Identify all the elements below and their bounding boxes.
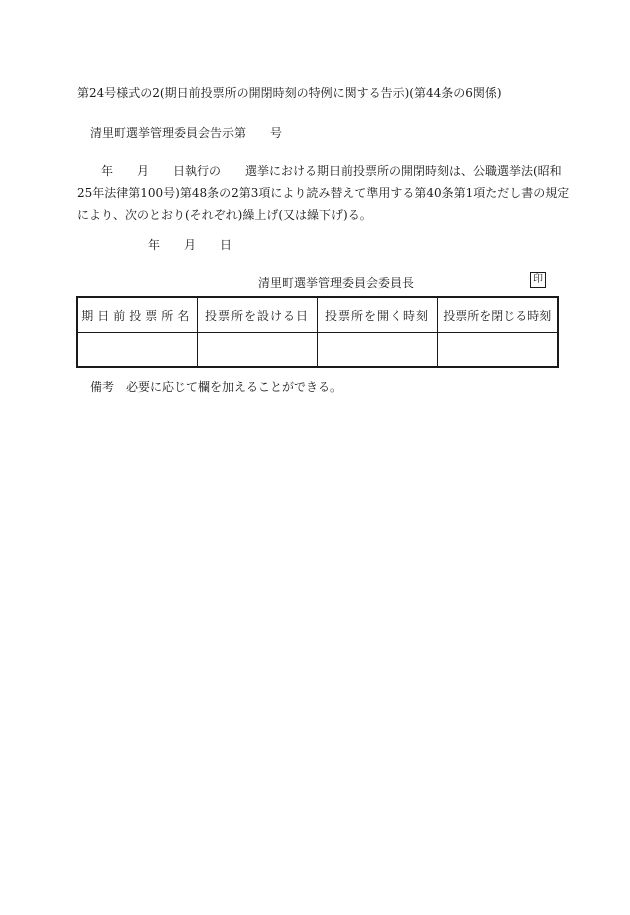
header-location-name: 期日前投票所名 bbox=[77, 297, 197, 333]
table-cell bbox=[437, 333, 558, 368]
notice-number: 清里町選挙管理委員会告示第 号 bbox=[90, 126, 283, 140]
notice-body-line: 年 月 日執行の 選挙における期日前投票所の開閉時刻は、公職選挙法(昭和 bbox=[77, 164, 562, 178]
chair-title: 清里町選挙管理委員会委員長 bbox=[258, 276, 415, 290]
header-setup-date: 投票所を設ける日 bbox=[197, 297, 317, 333]
form-title: 第24号様式の2(期日前投票所の開閉時刻の特例に関する告示)(第44条の6関係) bbox=[77, 86, 502, 100]
schedule-table bbox=[76, 296, 559, 368]
table-cell bbox=[197, 333, 317, 368]
table-header-row bbox=[77, 297, 558, 333]
table-cell bbox=[317, 333, 437, 368]
seal-mark: 印 bbox=[530, 272, 546, 288]
header-close-time: 投票所を閉じる時刻 bbox=[437, 297, 558, 333]
notice-body-line: 25年法律第100号)第48条の2第3項により読み替えて準用する第40条第1項ただし書の規定 bbox=[77, 186, 570, 200]
notice-body bbox=[77, 160, 570, 226]
notice-body-line: により、次のとおり(それぞれ)繰上げ(又は繰下げ)る。 bbox=[77, 208, 372, 222]
header-open-time: 投票所を開く時刻 bbox=[317, 297, 437, 333]
date-line: 年 月 日 bbox=[148, 238, 233, 252]
table-cell bbox=[77, 333, 197, 368]
table-row bbox=[77, 333, 558, 368]
remarks-note: 備考 必要に応じて欄を加えることができる。 bbox=[90, 380, 343, 394]
